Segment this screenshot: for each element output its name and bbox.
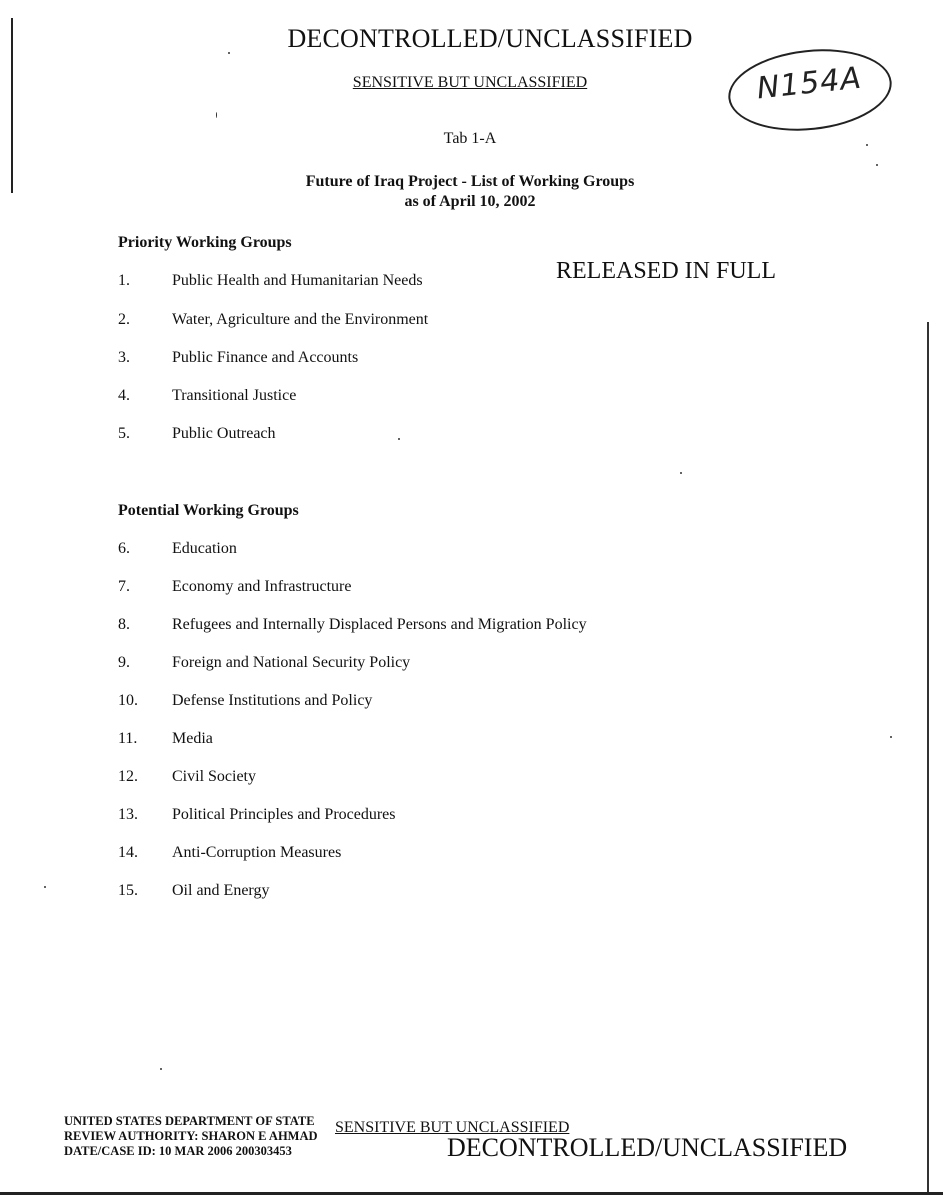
item-number: 12. — [118, 768, 138, 785]
priority-groups-heading: Priority Working Groups — [118, 234, 292, 251]
working-group-item: Media — [172, 730, 213, 747]
item-number: 5. — [118, 425, 130, 442]
working-group-item: Civil Society — [172, 768, 256, 785]
item-number: 10. — [118, 692, 138, 709]
item-number: 6. — [118, 540, 130, 557]
item-number: 2. — [118, 311, 130, 328]
working-group-item: Economy and Infrastructure — [172, 578, 352, 595]
department-line: UNITED STATES DEPARTMENT OF STATE — [64, 1114, 315, 1128]
handwritten-stamp — [724, 42, 895, 139]
item-number: 14. — [118, 844, 138, 861]
release-stamp: RELEASED IN FULL — [556, 258, 776, 284]
working-group-item: Oil and Energy — [172, 882, 270, 899]
scan-speck — [398, 438, 400, 440]
review-info-block — [64, 1114, 318, 1159]
scan-speck — [216, 112, 217, 118]
item-number: 3. — [118, 349, 130, 366]
scan-edge-right — [927, 322, 929, 1192]
working-group-item: Refugees and Internally Displaced Persons and Migration Policy — [172, 616, 587, 633]
working-group-item: Political Principles and Procedures — [172, 806, 396, 823]
stamp-text: N154A — [755, 60, 864, 107]
tab-label: Tab 1-A — [443, 130, 497, 147]
date-case-line: DATE/CASE ID: 10 MAR 2006 200303453 — [64, 1144, 292, 1158]
working-group-item: Public Finance and Accounts — [172, 349, 359, 366]
document-title — [0, 172, 940, 212]
item-number: 1. — [118, 272, 130, 289]
working-group-item: Transitional Justice — [172, 387, 297, 404]
scan-speck — [160, 1068, 162, 1070]
working-group-item: Anti-Corruption Measures — [172, 844, 342, 861]
potential-groups-heading: Potential Working Groups — [118, 502, 299, 519]
item-number: 13. — [118, 806, 138, 823]
scan-edge-bottom — [0, 1192, 943, 1195]
scan-speck — [44, 886, 46, 888]
item-number: 15. — [118, 882, 138, 899]
working-group-item: Public Outreach — [172, 425, 276, 442]
sensitivity-marking-bottom: SENSITIVE BUT UNCLASSIFIED — [335, 1119, 570, 1136]
review-authority-line: REVIEW AUTHORITY: SHARON E AHMAD — [64, 1129, 318, 1143]
scan-speck — [890, 736, 892, 738]
title-line-2: as of April 10, 2002 — [404, 193, 536, 210]
item-number: 8. — [118, 616, 130, 633]
item-number: 11. — [118, 730, 138, 747]
working-group-item: Public Health and Humanitarian Needs — [172, 272, 423, 289]
sensitivity-marking-top: SENSITIVE BUT UNCLASSIFIED — [352, 74, 588, 91]
title-line-1: Future of Iraq Project - List of Working Groups — [305, 173, 635, 190]
classification-marking-bottom: DECONTROLLED/UNCLASSIFIED — [447, 1133, 848, 1162]
working-group-item: Foreign and National Security Policy — [172, 654, 411, 671]
working-group-item: Water, Agriculture and the Environment — [172, 311, 429, 328]
working-group-item: Defense Institutions and Policy — [172, 692, 373, 709]
scan-speck — [680, 472, 682, 474]
classification-marking-top: DECONTROLLED/UNCLASSIFIED — [287, 24, 693, 53]
item-number: 7. — [118, 578, 130, 595]
item-number: 4. — [118, 387, 130, 404]
item-number: 9. — [118, 654, 130, 671]
working-group-item: Education — [172, 540, 237, 557]
scan-speck — [876, 164, 878, 166]
